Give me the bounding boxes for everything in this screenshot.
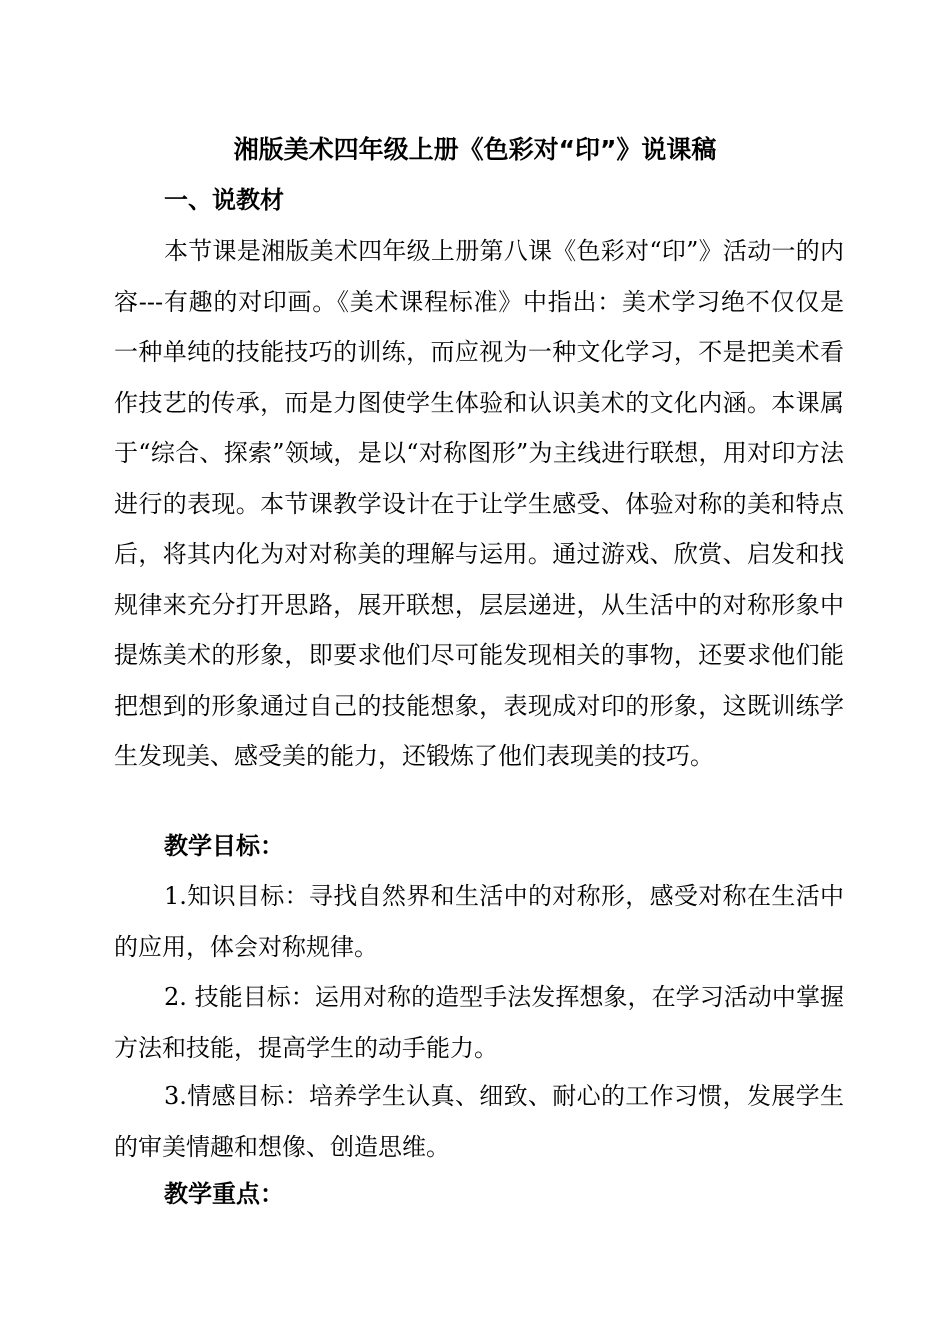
intro-paragraph: 本节课是湘版美术四年级上册第八课《色彩对“印”》活动一的内容---有趣的对印画。《美术课程标准》中指出：美术学习绝不仅仅是一种单纯的技能技巧的训练，而应视为一种文化学习，不是把美术看作技艺的传承，而是力图使学生体验和认识美术的文化内涵。本课属于“综合、探索”领域，是以“对称图形”为主线进行联想，用对印方法进行的表现。本节课教学设计在于让学生感受、体验对称的美和特点后，将其内化为对对称美的理解与运用。通过游戏、欣赏、启发和找规律来充分打开思路，展开联想，层层递进，从生活中的对称形象中提炼美术的形象，即要求他们尽可能发现相关的事物，还要求他们能把想到的形象通过自己的技能想象，表现成对印的形象，这既训练学生发现美、感受美的能力，还锻炼了他们表现美的技巧。 <box>114 237 844 770</box>
objectives-heading: 教学目标： <box>164 832 284 860</box>
document-title: 湘版美术四年级上册《色彩对“印”》说课稿 <box>233 135 717 164</box>
key-points-heading: 教学重点： <box>164 1180 284 1208</box>
objective-emotion: 3.情感目标：培养学生认真、细致、耐心的工作习惯，发展学生的审美情趣和想像、创造思维。 <box>114 1082 844 1161</box>
section-heading-textbook: 一、说教材 <box>164 186 284 214</box>
objective-skill: 2. 技能目标：运用对称的造型手法发挥想象，在学习活动中掌握方法和技能，提高学生的动手能力。 <box>114 983 844 1062</box>
objective-knowledge: 1.知识目标：寻找自然界和生活中的对称形，感受对称在生活中的应用，体会对称规律。 <box>114 882 844 961</box>
